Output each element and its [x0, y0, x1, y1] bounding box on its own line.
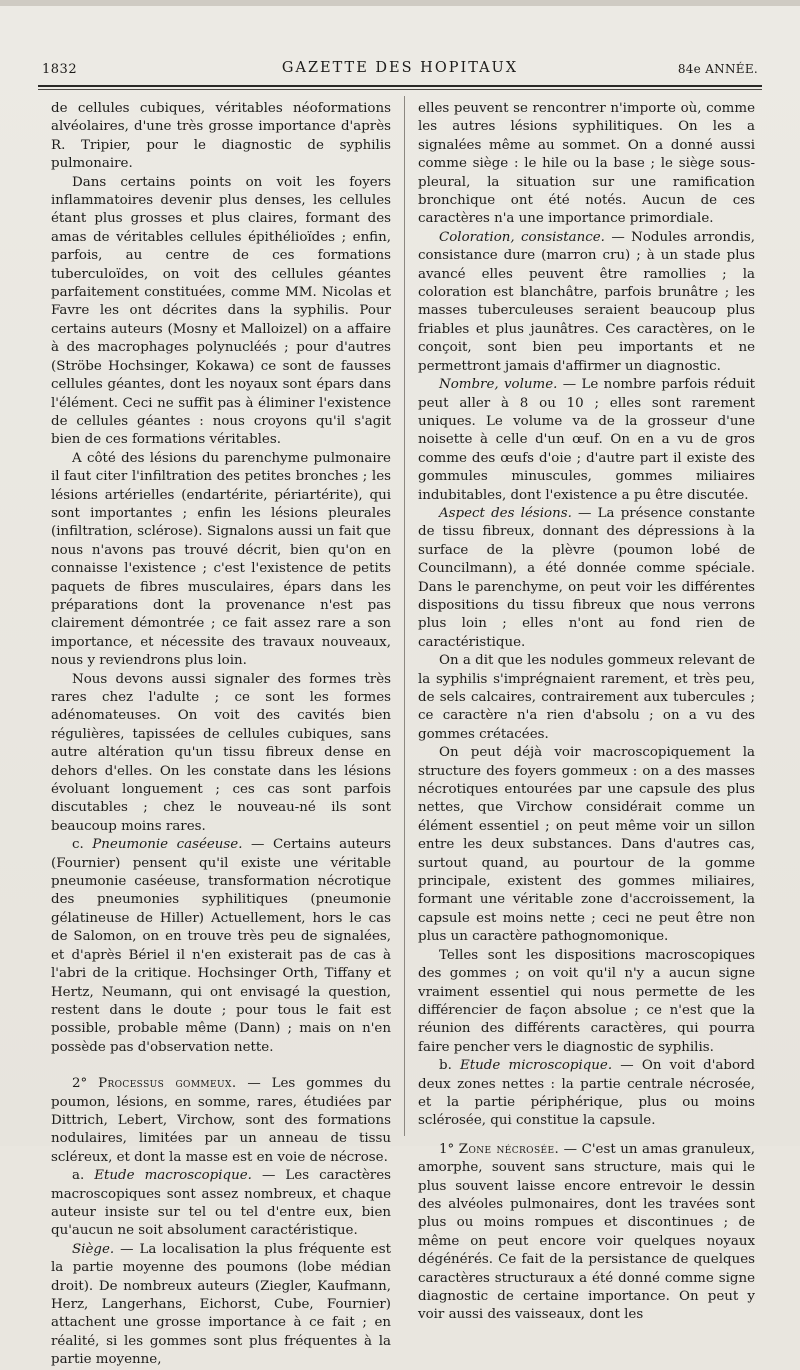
section-title: Coloration, consistance.	[439, 229, 605, 245]
paragraph: Dans certains points on voit les foyers inflammatoires devenir plus denses, les cellules étant plus grosses et plus claires, formant des amas de véritables cellules épithélioïdes ; enfin, parfois, au centre de ces formations tuberculoïdes, on voit des cellules géantes parfaitement constituées, comme MM. Nicolas et Favre les ont décrites dans la syphilis. Pour certains auteurs (Mosny et Malloizel) on a affaire à des macrophages polynucléés ; pour d'autres (Ströbe Hochsinger, Kokawa) ce sont de fausses cellules géantes, dont les noyaux sont épars dans l'élément. Ceci ne suffit pas à éliminer l'existence de cellules géantes : nous croyons qu'il s'agit bien de ces formations véritables.	[51, 174, 391, 448]
paragraph: On a dit que les nodules gommeux relevant de la syphilis s'imprégnaient rarement, et très peu, de sels calcaires, contrairement aux tubercules ; ce caractère n'a rien d'absolu ; on a vu des gommes crétacées.	[418, 653, 755, 742]
header-rule-thick	[38, 85, 762, 87]
right-column	[418, 100, 755, 1325]
section-body: — La localisation la plus fréquente est la partie moyenne des poumons (lobe médian droit). De nombreux auteurs (Ziegler, Kaufmann, Herz, Langerhans, Eichorst, Cube, Fournier) attachent une grosse importance à ce fait ; en réalité, si les gommes sont plus fréquentes à la partie moyenne,	[51, 1241, 391, 1368]
page-number: 1832	[42, 62, 78, 77]
section-body: — La présence constante de tissu fibreux, donnant des dépressions à la surface de la plèvre (poumon lobé de Councilmann), a été donnée comme spéciale. Dans le parenchyme, on peut voir les différentes dispositions du tissu fibreux que nous verrons plus loin ; elles n'ont au fond rien de caractéristique.	[418, 505, 755, 650]
paragraph: On peut déjà voir macroscopiquement la structure des foyers gommeux : on a des masses nécrotiques entourées par une capsule des plus nettes, que Virchow considérait comme un élément essentiel ; on peut même voir un sillon entre les deux substances. Dans d'autres cas, surtout quand, au pourtour de la gomme principale, existent des gommes miliaires, formant une véritable zone d'accroissement, la capsule est moins nette ; ceci ne peut être non plus un caractère pathognomonique.	[418, 745, 755, 945]
paragraph	[51, 1075, 391, 1167]
paragraph	[51, 1167, 391, 1241]
section-label: b.	[439, 1058, 461, 1074]
section-body: — Les gommes du poumon, lésions, en somme, rares, étudiées par Dittrich, Lebert, Virchow, sont des formations nodulaires, limitées par un anneau de tissu scléreux, et dont la masse est en voie de nécrose.	[51, 1076, 391, 1165]
section-title: Siège.	[72, 1241, 115, 1257]
paragraph	[418, 505, 755, 652]
section-body: — Les caractères macroscopiques sont assez nombreux, et chaque auteur insiste sur tel ou tel d'entre eux, bien qu'aucun ne soit absolument caractéristique.	[51, 1168, 391, 1239]
section-title: Aspect des lésions.	[439, 505, 572, 521]
section-label: c.	[72, 837, 93, 853]
paragraph: Telles sont les dispositions macroscopiques des gommes ; on voit qu'il n'y a aucun signe vraiment essentiel qui nous permette de les différencier de façon absolue ; ce n'est que la réunion des différents caractères, qui pourra faire pencher vers le diagnostic de syphilis.	[418, 947, 755, 1055]
paragraph	[418, 1057, 755, 1131]
section-body: — C'est un amas granuleux, amorphe, souvent sans structure, mais qui le plus souvent laisse encore entrevoir le dessin des alvéoles pulmonaires, dont les travées sont plus ou moins rompues et discontinues ; de même on peut encore voir quelques noyaux dégénérés. Ce fait de la persistance de quelques caractères structuraux a été donné comme signe diagnostic de certaine importance. On peut y voir aussi des vaisseaux, dont les	[418, 1141, 755, 1323]
header-rule-thin	[38, 89, 762, 90]
paragraph: elles peuvent se rencontrer n'importe où, comme les autres lésions syphilitiques. On les a signalées même au sommet. On a donné aussi comme siège : le hile ou la base ; le siège sous-pleural, la situation sur une ramification bronchique ont été notés. Aucun de ces caractères n'a une importance primordiale.	[418, 101, 755, 227]
left-column	[51, 100, 391, 1370]
section-title: Nombre, volume.	[439, 377, 558, 393]
paragraph	[51, 836, 391, 1057]
paragraph	[418, 229, 755, 376]
column-divider	[404, 96, 405, 1136]
page-header	[38, 58, 762, 82]
section-title: Zone nécrosée.	[458, 1141, 560, 1157]
section-body: — Certains auteurs (Fournier) pensent qu'il existe une véritable pneumonie caséeuse, transformation nécrotique des pneumonies syphilitiques (pneumonie gélatineuse de Hiller) Actuellement, hors le cas de Salomon, on en trouve très peu de signalées, et d'après Bériel il n'en existerait pas de cas à l'abri de la critique. Hochsinger Orth, Tiffany et Hertz, Neumann, qui ont envisagé la question, restent dans le doute ; pour tous le fait est possible, probable même (Dann) ; mais on n'en possède pas d'observation nette.	[51, 837, 391, 1055]
section-label: 2°	[72, 1076, 99, 1092]
section-title: Pneumonie caséeuse.	[92, 837, 243, 853]
paragraph	[418, 376, 755, 505]
section-title: Etude macroscopique.	[94, 1168, 252, 1184]
page-top-edge	[0, 0, 800, 6]
section-body: — Le nombre parfois réduit peut aller à 8 ou 10 ; elles sont rarement uniques. Le volume va de la grosseur d'une noisette à celle d'un œuf. On en a vu de gros comme des œufs d'oie ; d'autre part il existe des gommules minuscules, gommes miliaires indubitables, dont l'existence a pu être discutée.	[418, 377, 755, 503]
journal-title: GAZETTE DES HOPITAUX	[281, 60, 519, 76]
section-label: a.	[72, 1168, 95, 1184]
paragraph	[51, 1241, 391, 1370]
year-label: 84e ANNÉE.	[677, 62, 758, 76]
paragraph	[418, 1141, 755, 1325]
section-body: — Nodules arrondis, consistance dure (marron cru) ; à un stade plus avancé elles peuvent être ramollies ; la coloration est blanchâtre, parfois brunâtre ; les masses tuberculeuses seraient beaucoup plus friables et plus jaunâtres. Ces caractères, on le conçoit, sont bien peu importants et ne permettront jamais d'affirmer un diagnostic.	[418, 229, 756, 374]
section-label: 1°	[439, 1141, 459, 1157]
paragraph: A côté des lésions du parenchyme pulmonaire il faut citer l'infiltration des petites bronches ; les lésions artérielles (endartérite, périartérite), qui sont importantes ; enfin les lésions pleurales (infiltration, sclérose). Signalons aussi un fait que nous n'avons pas trouvé décrit, bien qu'on en connaisse l'existence ; c'est l'existence de petits paquets de fibres musculaires, épars dans les préparations dont la provenance n'est pas clairement démontrée ; ce fait assez rare a son importance, et nécessite des travaux nouveaux, nous y reviendrons plus loin.	[51, 450, 391, 669]
section-title: Etude microscopique.	[460, 1058, 613, 1074]
section-title: Processus gommeux.	[98, 1076, 237, 1092]
paragraph: de cellules cubiques, véritables néoformations alvéolaires, d'une très grosse importance d'après R. Tripier, pour le diagnostic de syphilis pulmonaire.	[51, 101, 391, 172]
paragraph: Nous devons aussi signaler des formes très rares chez l'adulte ; ce sont les formes adénomateuses. On voit des cavités bien régulières, tapissées de cellules cubiques, sans autre altération qu'un tissu fibreux dense en dehors d'elles. On les constate dans les lésions évoluant longuement ; ces cas sont parfois discutables ; chez le nouveau-né ils sont beaucoup moins rares.	[51, 671, 391, 834]
section-body: — On voit d'abord deux zones nettes : la partie centrale nécrosée, et la partie périphérique, plus ou moins sclérosée, qui constitue la capsule.	[418, 1058, 756, 1129]
